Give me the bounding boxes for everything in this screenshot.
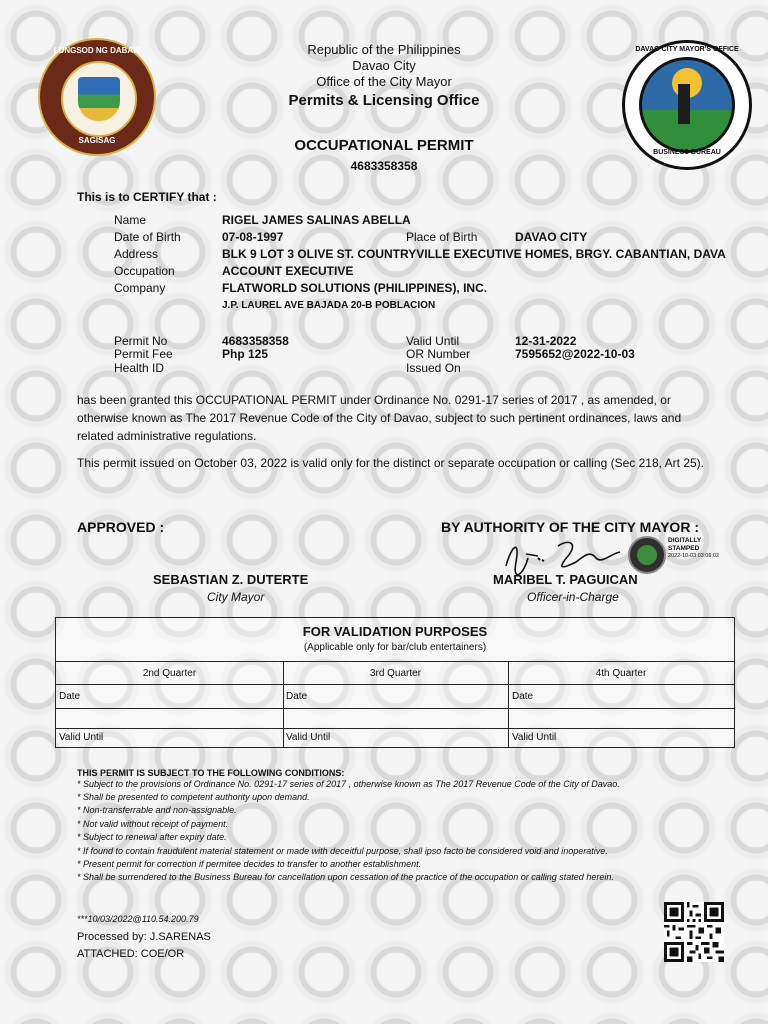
valid-until-cell-label: Valid Until <box>59 732 104 743</box>
stamp-line1: DIGITALLY <box>668 537 702 544</box>
quarter-header: 2nd Quarter <box>142 668 197 679</box>
header-office: Office of the City Mayor <box>316 74 452 89</box>
valid-until-cell-label: Valid Until <box>512 732 557 743</box>
issued-on-label: Issued On <box>406 361 461 375</box>
building-icon <box>678 84 690 124</box>
permit-fee-label: Permit Fee <box>114 347 173 361</box>
condition-item: * Subject to the provisions of Ordinance No. 0291-17 series of 2017 , otherwise known as The 2017 Revenue Code of the City of Davao. <box>77 779 620 789</box>
header-republic: Republic of the Philippines <box>307 42 461 57</box>
permit-number-header: 4683358358 <box>350 159 418 173</box>
pob-label: Place of Birth <box>406 230 478 244</box>
dob-value: 07-08-1997 <box>222 230 284 244</box>
permit-no-value: 4683358358 <box>222 334 289 348</box>
condition-item: * If found to contain fraudulent material statement or made with deceitful purpose, shall ipso facto be considered void and inoperative. <box>77 846 608 856</box>
qr-code-icon[interactable] <box>664 902 724 962</box>
table-divider <box>56 728 734 729</box>
date-label: Date <box>286 691 308 702</box>
seal-right-emblem <box>639 57 735 153</box>
name-value: RIGEL JAMES SALINAS ABELLA <box>222 213 411 227</box>
grant-paragraph: has been granted this OCCUPATIONAL PERMIT under Ordinance No. 0291-17 series of 2017 , as amended, or otherwise known as The 2017 Revenue Code of the City of Davao, subject to such pertinent ordinances, laws and related administrative regulations. <box>77 393 682 443</box>
occupation-value: ACCOUNT EXECUTIVE <box>222 264 354 278</box>
occupation-label: Occupation <box>114 264 175 278</box>
certify-text: This is to CERTIFY that : <box>77 190 217 204</box>
digital-stamp-seal-icon <box>628 536 666 574</box>
condition-item: * Subject to renewal after expiry date. <box>77 832 227 842</box>
or-number-value: 7595652@2022-10-03 <box>515 347 635 361</box>
condition-item: * Present permit for correction if permitee decides to transfer to another establishment. <box>77 859 422 869</box>
seal-left-top-text: LUNGSOD NG DABAW <box>53 46 141 55</box>
header-city: Davao City <box>352 58 416 73</box>
date-label: Date <box>59 691 81 702</box>
validation-table <box>55 617 735 748</box>
business-bureau-seal <box>622 40 752 170</box>
page-title: OCCUPATIONAL PERMIT <box>294 137 474 154</box>
permit-fee-value: Php 125 <box>222 347 269 361</box>
officer-title: Officer-in-Charge <box>527 590 619 604</box>
validation-subtitle: (Applicable only for bar/club entertainers) <box>303 642 487 653</box>
company-value: FLATWORLD SOLUTIONS (PHILIPPINES), INC. <box>222 281 488 295</box>
authority-label: BY AUTHORITY OF THE CITY MAYOR : <box>441 519 699 535</box>
stamp-timestamp: 2022-10-03 03:06:02 <box>668 553 720 559</box>
permit-no-label: Permit No <box>114 334 168 348</box>
approved-label: APPROVED : <box>77 519 165 535</box>
address-label: Address <box>114 247 159 261</box>
seal-shield-icon <box>78 77 120 121</box>
condition-item: * Non-transferrable and non-assignable. <box>77 805 237 815</box>
condition-item: * Shall be surrendered to the Business Bureau for cancellation upon cessation of the practice of the occupation or calling stated herein. <box>77 872 614 882</box>
attached-docs: ATTACHED: COE/OR <box>77 948 185 960</box>
officer-name: MARIBEL T. PAGUICAN <box>493 572 638 587</box>
mayor-title: City Mayor <box>207 590 265 604</box>
stamp-line2: STAMPED <box>668 545 700 552</box>
validation-title: FOR VALIDATION PURPOSES <box>302 624 488 639</box>
seal-left-inner <box>61 61 137 137</box>
table-divider <box>56 684 734 685</box>
quarter-header: 4th Quarter <box>595 668 647 679</box>
header-permits-office: Permits & Licensing Office <box>288 92 480 109</box>
company-address-value: J.P. LAUREL AVE BAJADA 20-B POBLACION <box>222 300 436 311</box>
name-label: Name <box>114 213 147 227</box>
condition-item: * Not valid without receipt of payment. <box>77 819 229 829</box>
or-number-label: OR Number <box>406 347 471 361</box>
trace-stamp: ***10/03/2022@110.54.200.79 <box>77 914 199 924</box>
address-value: BLK 9 LOT 3 OLIVE ST. COUNTRYVILLE EXECUTIVE HOMES, BRGY. CABANTIAN, DAVA <box>222 247 726 261</box>
date-label: Date <box>512 691 534 702</box>
seal-right-bottom-text: BUSINESS BUREAU <box>653 149 721 156</box>
valid-until-cell-label: Valid Until <box>286 732 331 743</box>
valid-until-label: Valid Until <box>406 334 460 348</box>
seal-left-bottom-text: SAGISAG <box>78 136 116 145</box>
condition-item: * Shall be presented to competent authority upon demand. <box>77 792 310 802</box>
pob-value: DAVAO CITY <box>515 230 588 244</box>
quarter-header: 3rd Quarter <box>369 668 422 679</box>
dob-label: Date of Birth <box>114 230 181 244</box>
conditions-heading: THIS PERMIT IS SUBJECT TO THE FOLLOWING CONDITIONS: <box>77 768 345 778</box>
company-label: Company <box>114 281 166 295</box>
table-divider <box>56 661 734 662</box>
table-divider <box>56 708 734 709</box>
health-id-label: Health ID <box>114 361 165 375</box>
processed-by: Processed by: J.SARENAS <box>77 931 211 943</box>
valid-until-value: 12-31-2022 <box>515 334 577 348</box>
validity-paragraph: This permit issued on October 03, 2022 is valid only for the distinct or separate occupation or calling (Sec 218, Art 25). <box>77 456 704 470</box>
mayor-name: SEBASTIAN Z. DUTERTE <box>153 572 309 587</box>
seal-right-top-text: DAVAO CITY MAYOR'S OFFICE <box>635 46 739 53</box>
lungsod-ng-dabaw-seal <box>38 38 156 156</box>
